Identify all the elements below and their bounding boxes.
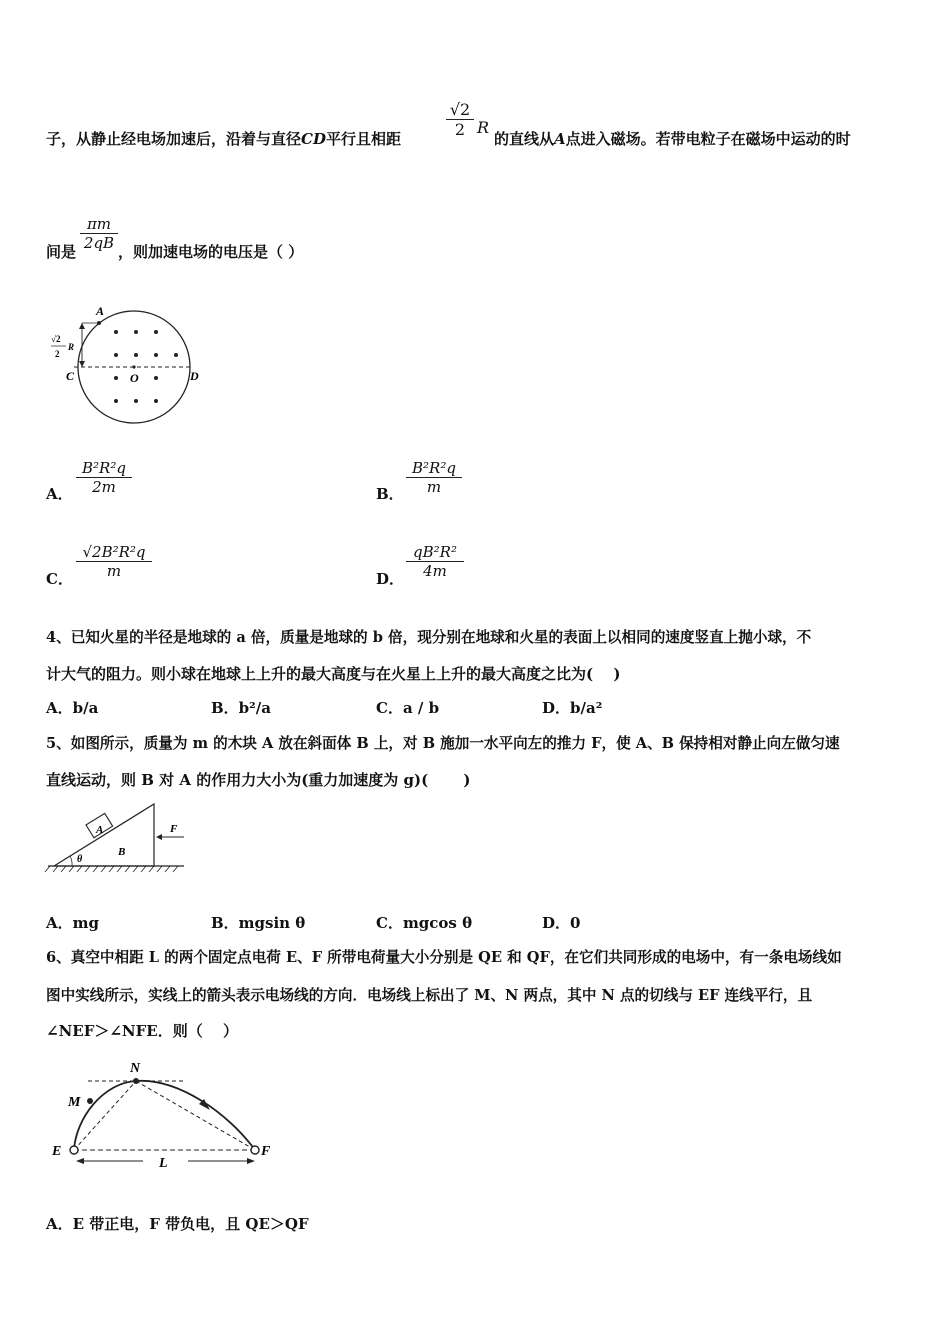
q5-line1: 5、如图所示，质量为 m 的木块 A 放在斜面体 B 上，对 B 施加一水平向左的推力 F，使 A、B 保持相对静止向左做匀速 xyxy=(46,735,840,752)
fig-label-c: C xyxy=(66,369,75,383)
frac-numerator: πm xyxy=(86,215,112,233)
q3-line1-d: 点进入磁场。若带电粒子在磁场中运动的时 xyxy=(565,130,851,148)
frac-denominator: 2m xyxy=(92,478,116,496)
q3-option-c-letter[interactable]: C． xyxy=(46,570,73,588)
fig-label-r: R xyxy=(68,342,75,352)
q4-option-c[interactable]: C．a / b xyxy=(376,699,440,717)
q6-option-a[interactable]: A．E 带正电，F 带负电，且 QE＞QF xyxy=(46,1215,309,1233)
frac-numerator: B²R²q xyxy=(412,459,456,477)
q4-line1: 4、已知火星的半径是地球的 a 倍，质量是地球的 b 倍，现分别在地球和火星的表面上以相同的速度竖直上抛小球，不 xyxy=(46,629,812,646)
fig-label-frac-num: √2 xyxy=(51,334,61,344)
fig-label-e: E xyxy=(52,1144,62,1159)
q4-option-a[interactable]: A．b/a xyxy=(46,699,99,717)
incline-diagram xyxy=(44,800,194,880)
q4-option-d[interactable]: D．b/a² xyxy=(542,699,603,717)
frac-denominator: m xyxy=(426,478,442,496)
q5-option-b[interactable]: B．mgsin θ xyxy=(211,914,306,932)
q3-point-a: A xyxy=(554,130,566,148)
fig-label-a: A xyxy=(96,304,105,318)
fig-label-m: M xyxy=(68,1095,81,1110)
fig-label-b: B xyxy=(118,846,126,858)
frac-denominator: 4m xyxy=(423,562,447,580)
electric-field-diagram xyxy=(48,1058,278,1178)
q4-option-b[interactable]: B．b²/a xyxy=(211,699,271,717)
q3-fraction-time xyxy=(80,215,118,252)
q3-option-a-letter[interactable]: A． xyxy=(46,485,73,503)
q3-option-b-fraction[interactable] xyxy=(406,459,462,496)
q3-frac-r: R xyxy=(477,118,490,137)
frac-denominator: m xyxy=(106,562,122,580)
q5-option-a[interactable]: A．mg xyxy=(46,914,99,932)
fig-label-l: L xyxy=(159,1156,168,1171)
q3-option-d-letter[interactable]: D． xyxy=(376,570,405,588)
q3-line1-c: 的直线从 xyxy=(494,130,555,148)
q3-option-a-fraction[interactable] xyxy=(76,459,132,496)
frac-denominator: 2qB xyxy=(83,234,115,252)
q3-line1 xyxy=(46,128,401,149)
q3-line2-b: ，则加速电场的电压是（ ） xyxy=(118,243,304,261)
fig-label-a: A xyxy=(96,824,104,836)
magnetic-field-diagram xyxy=(44,300,214,430)
q3-line1-cd: CD xyxy=(301,130,326,148)
q5-option-d[interactable]: D．0 xyxy=(542,914,581,932)
fig-label-frac-den: 2 xyxy=(55,349,60,359)
q3-option-d-fraction[interactable] xyxy=(406,543,464,580)
q3-figure xyxy=(44,300,214,430)
q6-line3: ∠NEF＞∠NFE．则（ ） xyxy=(46,1022,238,1040)
frac-numerator: B²R²q xyxy=(82,459,126,477)
q4-line2: 计大气的阻力。则小球在地球上上升的最大高度与在火星上上升的最大高度之比为( ) xyxy=(46,665,621,683)
q3-line1-b: 平行且相距 xyxy=(325,130,401,148)
fig-label-theta: θ xyxy=(77,854,83,865)
frac-numerator: qB²R² xyxy=(413,543,457,561)
q6-line1: 6、真空中相距 L 的两个固定点电荷 E、F 所带电荷量大小分别是 QE 和 QF，在它们共同形成的电场中，有一条电场线如 xyxy=(46,949,842,966)
frac-numerator: √2 xyxy=(449,100,471,119)
fig-label-o: O xyxy=(130,371,139,385)
frac-denominator: 2 xyxy=(454,120,466,139)
q5-figure xyxy=(44,800,194,880)
q3-option-c-fraction[interactable] xyxy=(76,543,152,580)
q3-line1-a: 子，从静止经电场加速后，沿着与直径 xyxy=(46,130,302,148)
q5-option-c[interactable]: C．mgcos θ xyxy=(376,914,473,932)
fig-label-f: F xyxy=(261,1144,271,1159)
fig-label-f: F xyxy=(170,823,178,835)
q3-fraction-distance xyxy=(446,100,474,139)
q3-option-b-letter[interactable]: B． xyxy=(376,485,404,503)
q3-line1-tail xyxy=(494,128,851,149)
q6-figure xyxy=(48,1058,278,1178)
q6-line2: 图中实线所示，实线上的箭头表示电场线的方向．电场线上标出了 M、N 两点，其中 N 点的切线与 EF 连线平行，且 xyxy=(46,987,813,1004)
fig-label-d: D xyxy=(190,369,199,383)
frac-numerator: √2B²R²q xyxy=(82,543,146,561)
q3-line2-a: 间是 xyxy=(46,243,77,261)
q5-line2: 直线运动，则 B 对 A 的作用力大小为(重力加速度为 g)( ) xyxy=(46,771,471,789)
fig-label-n: N xyxy=(130,1061,141,1076)
